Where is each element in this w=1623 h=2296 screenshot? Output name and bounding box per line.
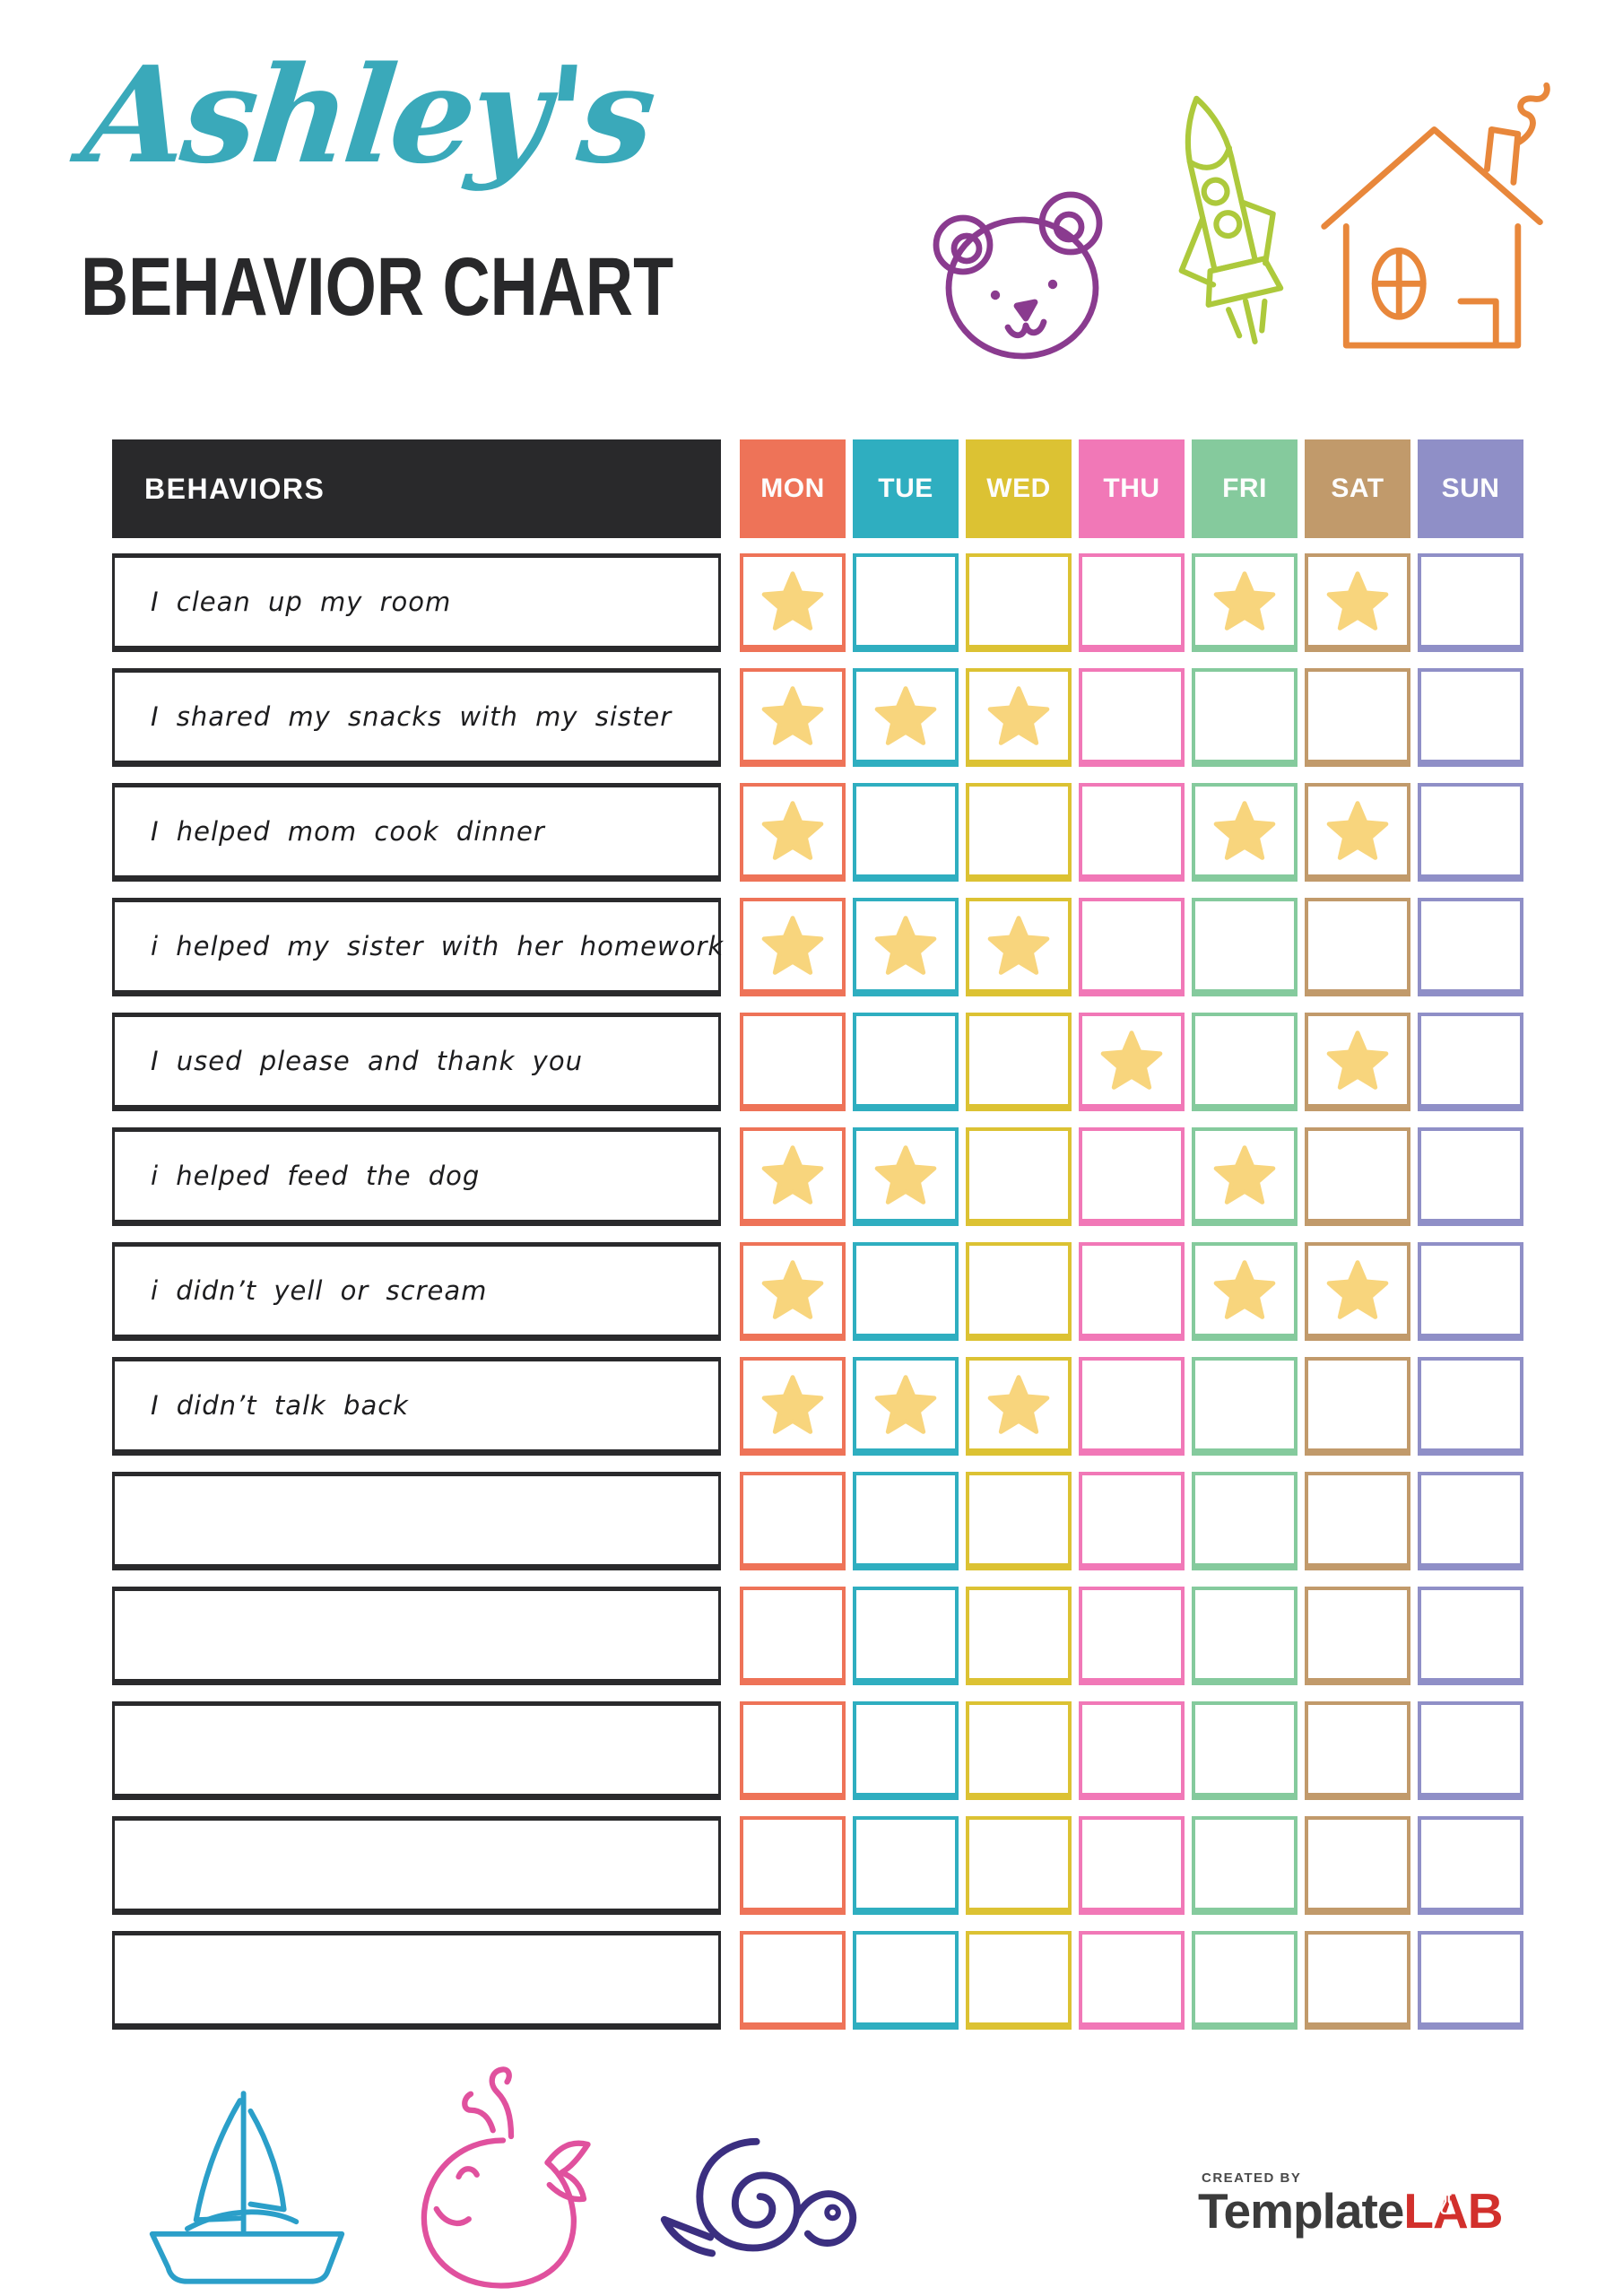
day-cell-r1-sat [1305, 553, 1410, 652]
behavior-label-row-12 [112, 1816, 721, 1915]
day-cell-r2-thu [1079, 668, 1185, 767]
star-icon [983, 1369, 1055, 1440]
bear-icon [919, 184, 1143, 363]
day-cell-r3-tue [853, 783, 959, 882]
day-cell-r3-fri [1192, 783, 1298, 882]
day-cell-r4-mon [740, 898, 846, 996]
rocket-icon [1155, 83, 1298, 378]
day-cell-r5-sat [1305, 1013, 1410, 1111]
day-cell-r7-mon [740, 1242, 846, 1341]
behavior-label-row-13 [112, 1931, 721, 2030]
star-icon [757, 565, 829, 637]
day-cell-r6-tue [853, 1127, 959, 1226]
day-cell-r8-wed [966, 1357, 1072, 1456]
day-cell-r7-wed [966, 1242, 1072, 1341]
day-cell-r1-mon [740, 553, 846, 652]
child-name-title: Ashley's [76, 37, 659, 193]
day-cell-r10-sat [1305, 1587, 1410, 1685]
day-cell-r1-wed [966, 553, 1072, 652]
day-cell-r11-sat [1305, 1701, 1410, 1800]
day-cell-r12-mon [740, 1816, 846, 1915]
day-cell-r2-sun [1418, 668, 1523, 767]
day-cell-r4-sun [1418, 898, 1523, 996]
day-cell-r6-sun [1418, 1127, 1523, 1226]
day-cell-r2-fri [1192, 668, 1298, 767]
day-cell-r2-tue [853, 668, 959, 767]
day-cell-r9-sun [1418, 1472, 1523, 1570]
day-cell-r8-mon [740, 1357, 846, 1456]
day-cell-r11-tue [853, 1701, 959, 1800]
day-cell-r4-sat [1305, 898, 1410, 996]
day-header-thu: THU [1079, 439, 1185, 538]
day-cell-r3-mon [740, 783, 846, 882]
day-cell-r13-tue [853, 1931, 959, 2030]
day-cell-r7-sat [1305, 1242, 1410, 1341]
behavior-label-row-8: I didn’t talk back [112, 1357, 721, 1456]
day-cell-r3-wed [966, 783, 1072, 882]
day-cell-r9-mon [740, 1472, 846, 1570]
star-icon [757, 1254, 829, 1326]
day-cell-r11-mon [740, 1701, 846, 1800]
star-icon [1209, 795, 1280, 866]
day-cell-r9-wed [966, 1472, 1072, 1570]
day-cell-r4-fri [1192, 898, 1298, 996]
templatelab-logo [1198, 2183, 1503, 2239]
star-icon [757, 795, 829, 866]
behavior-label-row-5: I used please and thank you [112, 1013, 721, 1111]
day-header-sun: SUN [1418, 439, 1523, 538]
star-icon [757, 1369, 829, 1440]
star-icon [1322, 795, 1393, 866]
day-header-wed: WED [966, 439, 1072, 538]
day-cell-r13-wed [966, 1931, 1072, 2030]
day-cell-r9-tue [853, 1472, 959, 1570]
day-cell-r12-fri [1192, 1816, 1298, 1915]
day-cell-r8-sun [1418, 1357, 1523, 1456]
day-cell-r6-fri [1192, 1127, 1298, 1226]
day-cell-r1-thu [1079, 553, 1185, 652]
day-cell-r9-thu [1079, 1472, 1185, 1570]
day-cell-r11-sun [1418, 1701, 1523, 1800]
flask-icon [1439, 2191, 1455, 2218]
day-cell-r2-sat [1305, 668, 1410, 767]
day-cell-r13-mon [740, 1931, 846, 2030]
day-cell-r8-fri [1192, 1357, 1298, 1456]
day-header-sat: SAT [1305, 439, 1410, 538]
day-cell-r5-thu [1079, 1013, 1185, 1111]
day-cell-r11-fri [1192, 1701, 1298, 1800]
star-icon [757, 1139, 829, 1211]
day-cell-r12-wed [966, 1816, 1072, 1915]
day-cell-r7-sun [1418, 1242, 1523, 1341]
brand-template-text: Template [1198, 2183, 1404, 2239]
day-cell-r2-wed [966, 668, 1072, 767]
day-cell-r6-wed [966, 1127, 1072, 1226]
day-cell-r10-thu [1079, 1587, 1185, 1685]
day-cell-r12-sat [1305, 1816, 1410, 1915]
star-icon [1322, 565, 1393, 637]
day-cell-r13-thu [1079, 1931, 1185, 2030]
day-cell-r3-sun [1418, 783, 1523, 882]
day-cell-r8-sat [1305, 1357, 1410, 1456]
day-cell-r4-thu [1079, 898, 1185, 996]
day-cell-r9-fri [1192, 1472, 1298, 1570]
day-cell-r12-tue [853, 1816, 959, 1915]
created-by-label: CREATED BY [1202, 2170, 1302, 2186]
whale-icon [402, 2056, 612, 2296]
day-cell-r10-sun [1418, 1587, 1523, 1685]
sailboat-icon [142, 2083, 352, 2291]
star-icon [870, 1369, 942, 1440]
behavior-label-row-1: I clean up my room [112, 553, 721, 652]
day-header-fri: FRI [1192, 439, 1298, 538]
day-cell-r13-sat [1305, 1931, 1410, 2030]
behavior-label-row-6: i helped feed the dog [112, 1127, 721, 1226]
day-cell-r8-tue [853, 1357, 959, 1456]
day-cell-r10-wed [966, 1587, 1072, 1685]
star-icon [1322, 1024, 1393, 1096]
day-cell-r3-thu [1079, 783, 1185, 882]
day-cell-r6-sat [1305, 1127, 1410, 1226]
day-cell-r11-thu [1079, 1701, 1185, 1800]
day-cell-r1-tue [853, 553, 959, 652]
day-cell-r7-tue [853, 1242, 959, 1341]
house-icon [1311, 90, 1558, 359]
day-cell-r11-wed [966, 1701, 1072, 1800]
page-title: BEHAVIOR CHART [81, 241, 674, 333]
day-cell-r10-tue [853, 1587, 959, 1685]
day-cell-r10-fri [1192, 1587, 1298, 1685]
star-icon [1096, 1024, 1167, 1096]
star-icon [870, 1139, 942, 1211]
behavior-label-row-10 [112, 1587, 721, 1685]
star-icon [757, 680, 829, 752]
day-cell-r1-fri [1192, 553, 1298, 652]
day-cell-r9-sat [1305, 1472, 1410, 1570]
behaviors-header-label: BEHAVIORS [144, 472, 325, 505]
brand-lab-text: LAB [1403, 2183, 1503, 2239]
day-cell-r5-sun [1418, 1013, 1523, 1111]
day-cell-r13-fri [1192, 1931, 1298, 2030]
day-cell-r7-thu [1079, 1242, 1185, 1341]
day-cell-r5-tue [853, 1013, 959, 1111]
day-cell-r7-fri [1192, 1242, 1298, 1341]
day-cell-r4-tue [853, 898, 959, 996]
day-cell-r6-mon [740, 1127, 846, 1226]
star-icon [1209, 1139, 1280, 1211]
day-cell-r2-mon [740, 668, 846, 767]
day-cell-r5-mon [740, 1013, 846, 1111]
star-icon [1322, 1254, 1393, 1326]
day-cell-r5-wed [966, 1013, 1072, 1111]
star-icon [757, 909, 829, 981]
day-cell-r4-wed [966, 898, 1072, 996]
star-icon [1209, 1254, 1280, 1326]
behavior-label-row-11 [112, 1701, 721, 1800]
day-cell-r13-sun [1418, 1931, 1523, 2030]
day-cell-r5-fri [1192, 1013, 1298, 1111]
star-icon [1209, 565, 1280, 637]
star-icon [870, 680, 942, 752]
behavior-label-row-2: I shared my snacks with my sister [112, 668, 721, 767]
day-cell-r12-thu [1079, 1816, 1185, 1915]
day-header-mon: MON [740, 439, 846, 538]
day-header-tue: TUE [853, 439, 959, 538]
day-cell-r1-sun [1418, 553, 1523, 652]
behavior-label-row-4: i helped my sister with her homework [112, 898, 721, 996]
star-icon [983, 909, 1055, 981]
day-cell-r6-thu [1079, 1127, 1185, 1226]
star-icon [983, 680, 1055, 752]
day-cell-r3-sat [1305, 783, 1410, 882]
day-cell-r12-sun [1418, 1816, 1523, 1915]
behavior-label-row-7: i didn’t yell or scream [112, 1242, 721, 1341]
snail-icon [656, 2131, 867, 2282]
star-icon [870, 909, 942, 981]
behavior-label-row-3: I helped mom cook dinner [112, 783, 721, 882]
behavior-label-row-9 [112, 1472, 721, 1570]
day-cell-r10-mon [740, 1587, 846, 1685]
behaviors-column-header [112, 439, 721, 538]
day-cell-r8-thu [1079, 1357, 1185, 1456]
